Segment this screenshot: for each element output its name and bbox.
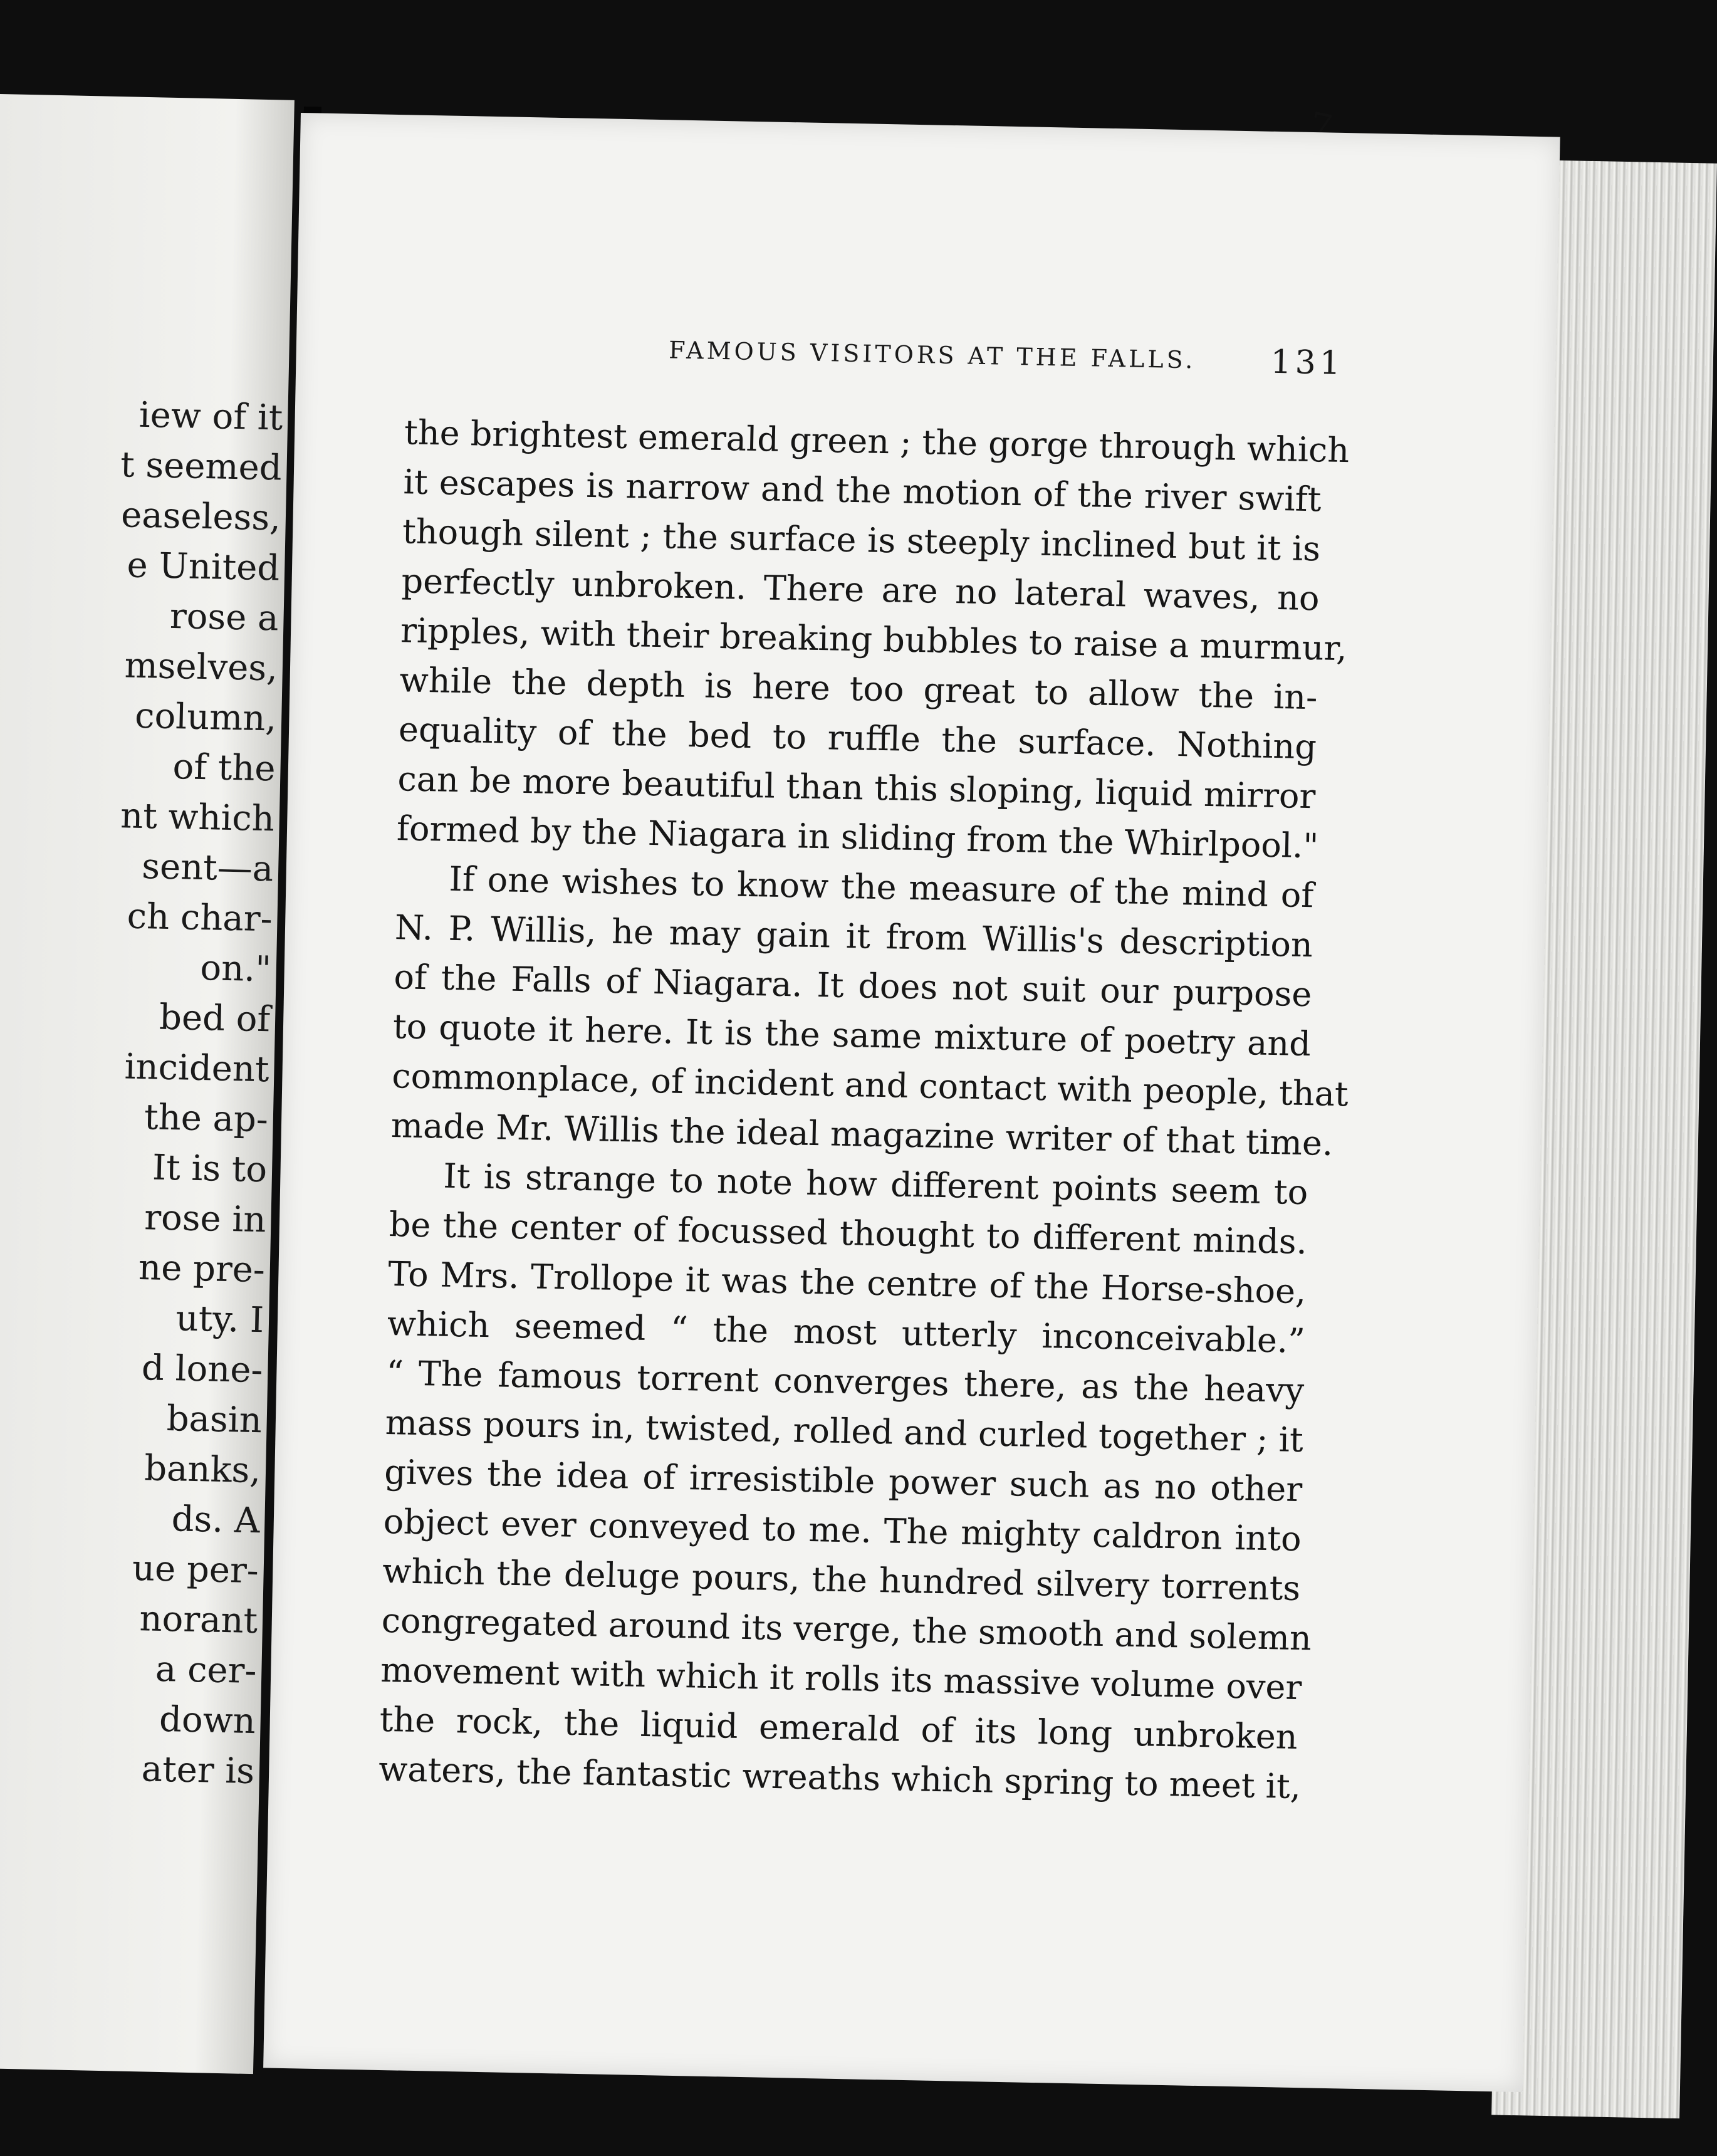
left-page-line: d lone- xyxy=(141,1348,264,1391)
body-line: to quote it here. It is the same mixture of poetry and xyxy=(392,1007,1312,1064)
left-page-line: banks, xyxy=(144,1448,261,1492)
body-line: be the center of focussed thought to different minds. xyxy=(389,1205,1308,1262)
corner-mark: 7 xyxy=(1305,105,1337,149)
body-line: object ever conveyed to me. The mighty caldron into xyxy=(383,1501,1302,1559)
right-page xyxy=(263,113,1560,2092)
left-page-line: norant xyxy=(138,1598,258,1642)
body-line: which seemed “ the most utterly inconceivable.” xyxy=(387,1304,1306,1361)
left-page-line: ch char- xyxy=(127,896,273,940)
left-page-line: a cer- xyxy=(155,1648,258,1692)
body-line: made Mr. Willis the ideal magazine writer of that time. xyxy=(390,1106,1333,1163)
left-page-line: e United xyxy=(127,545,280,589)
left-page-line: t seemed xyxy=(120,444,283,489)
body-line: formed by the Niagara in sliding from the Whirlpool." xyxy=(396,808,1319,866)
left-page-line: bed of xyxy=(159,997,271,1040)
left-page-line: the ap- xyxy=(144,1097,269,1141)
left-page-line: nt which xyxy=(120,795,275,840)
body-line: though silent ; the surface is steeply inclined but it is xyxy=(402,511,1321,569)
left-page-line: column, xyxy=(134,695,277,740)
left-page-line: It is to xyxy=(152,1147,268,1191)
left-page-line: rose a xyxy=(169,595,279,639)
body-line: ripples, with their breaking bubbles to raise a murmur, xyxy=(400,610,1348,669)
left-page-line: basin xyxy=(166,1398,263,1442)
running-head: FAMOUS VISITORS AT THE FALLS. xyxy=(668,336,1196,374)
body-line: which the deluge pours, the hundred silvery torrents xyxy=(382,1551,1301,1609)
left-page-line: ds. A xyxy=(171,1499,261,1542)
body-line: while the depth is here too great to allow the in- xyxy=(399,660,1318,718)
body-line: equality of the bed to ruffle the surface. Nothing xyxy=(398,709,1317,767)
left-page-line: ue per- xyxy=(132,1547,259,1592)
body-line: movement with which it rolls its massive volume over xyxy=(380,1650,1302,1708)
left-page-line: rose in xyxy=(144,1197,267,1241)
body-line: it escapes is narrow and the motion of the river swift xyxy=(403,462,1322,520)
page-number: 131 xyxy=(1270,343,1345,383)
body-line: the brightest emerald green ; the gorge through which xyxy=(404,412,1350,471)
left-page-line: incident xyxy=(124,1046,270,1091)
body-line: waters, the fantastic wreaths which spring to meet it, xyxy=(378,1749,1302,1807)
body-line: congregated around its verge, the smooth and solemn xyxy=(381,1600,1312,1658)
left-page-line: sent—a xyxy=(141,846,274,890)
left-page-line: down xyxy=(159,1698,256,1742)
body-line: commonplace, of incident and contact with people, that xyxy=(391,1056,1349,1114)
left-page-line: on." xyxy=(199,948,272,990)
body-line: To Mrs. Trollope it was the centre of the Horse-shoe, xyxy=(387,1254,1307,1312)
body-line: can be more beautiful than this sloping, liquid mirror xyxy=(397,759,1316,817)
left-page-line: ater is xyxy=(141,1749,255,1792)
body-line: “ The famous torrent converges there, as the heavy xyxy=(385,1353,1305,1411)
left-page xyxy=(0,94,295,2074)
body-line: It is strange to note how different points seem to xyxy=(442,1156,1308,1213)
body-line: mass pours in, twisted, rolled and curled together ; it xyxy=(385,1402,1304,1460)
body-line: perfectly unbroken. There are no lateral waves, no xyxy=(401,561,1320,619)
left-page-line: easeless, xyxy=(120,495,281,539)
left-page-line: uty. I xyxy=(175,1298,264,1341)
left-page-line: mselves, xyxy=(124,645,278,689)
body-line: N. P. Willis, he may gain it from Willis's description xyxy=(394,908,1313,965)
left-page-line: of the xyxy=(172,746,276,790)
left-page-line: iew of it xyxy=(138,394,283,439)
body-line: of the Falls of Niagara. It does not suit our purpose xyxy=(393,957,1312,1015)
body-line: the rock, the liquid emerald of its long unbroken xyxy=(379,1699,1298,1757)
left-page-line: ne pre- xyxy=(138,1247,266,1291)
body-line: gives the idea of irresistible power such as no other xyxy=(384,1452,1303,1510)
body-line: If one wishes to know the measure of the mind of xyxy=(448,859,1314,916)
